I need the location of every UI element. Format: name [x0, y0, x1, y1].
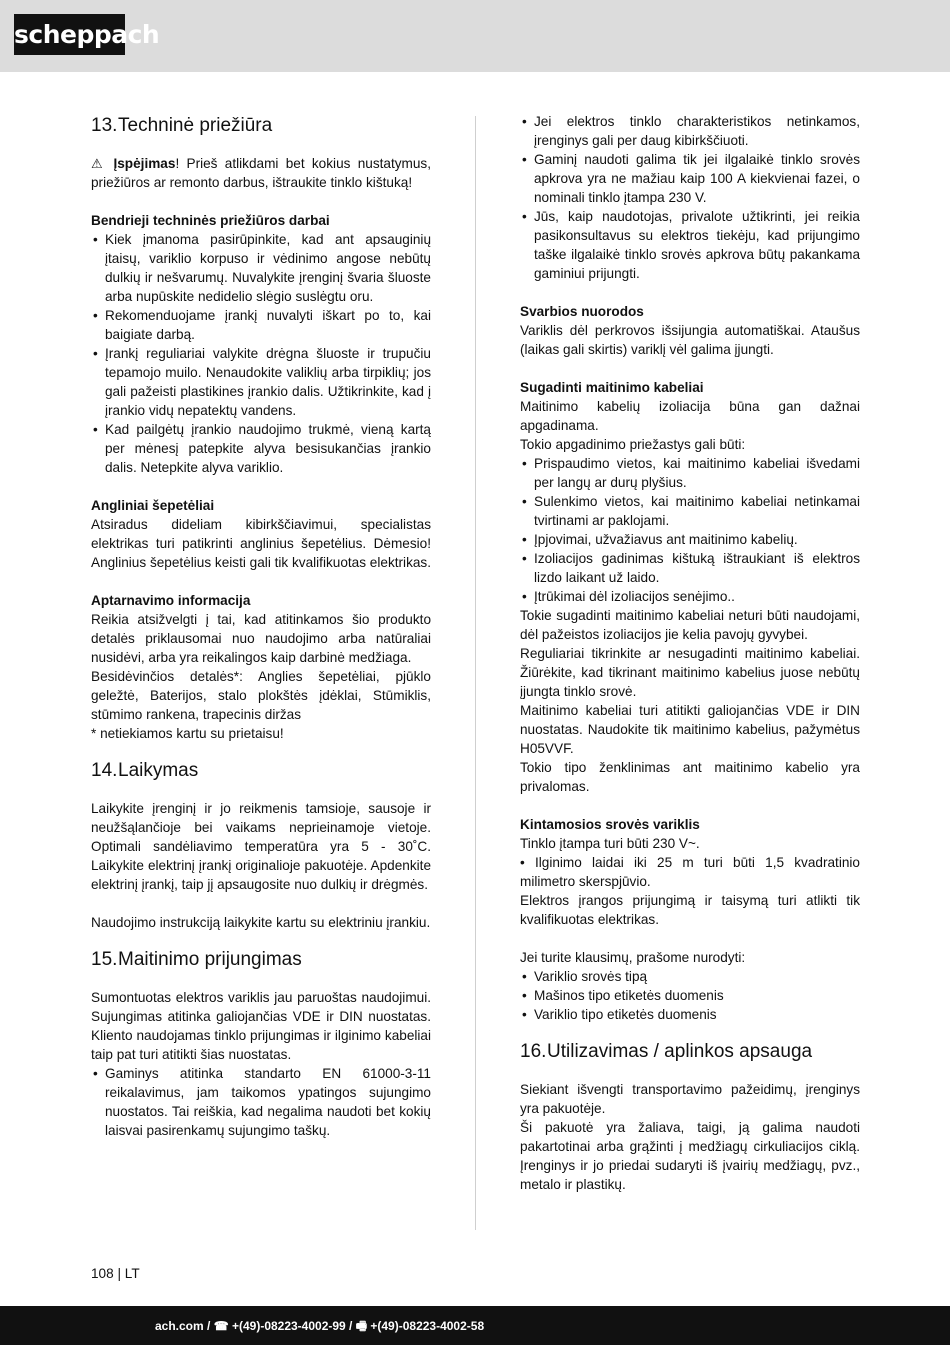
list-item: • Prispaudimo vietos, kai maitinimo kabeliai išvedami per langų ar durų plyšius.	[520, 454, 860, 492]
list-item: • Mašinos tipo etiketės duomenis	[520, 986, 860, 1005]
footer-bar	[0, 1306, 950, 1345]
damaged-cables-check: Reguliariai tikrinkite ar nesugadinti maitinimo kabeliai. Žiūrėkite, kad tikrinant maitinimo kabelius juose nebūtų įjungta tinklo srovė.	[520, 646, 860, 699]
damaged-cables-heading: Sugadinti maitinimo kabeliai	[520, 380, 704, 395]
page-number: 108 | LT	[91, 1266, 140, 1281]
section-13-heading	[91, 112, 431, 140]
section-title: Laikymas	[118, 760, 199, 781]
section-number: 15.	[91, 949, 118, 970]
list-item: • Gaminys atitinka standarto EN 61000-3-11 reikalavimus, jam taikomos ypatingos sujungimo nuostatos. Tai reiškia, kad negalima naudoti bet kokių laisvai pasirenkamų sujungimo taškų.	[91, 1064, 431, 1140]
important-notes-heading: Svarbios nuorodos	[520, 304, 644, 319]
service-info-note: * netiekiamos kartu su prietaisu!	[91, 726, 284, 741]
warning-paragraph	[91, 154, 431, 192]
language-code: LT	[124, 1266, 140, 1281]
section-title: Maitinimo prijungimas	[118, 949, 302, 970]
header-bar	[0, 0, 950, 72]
service-info-heading: Aptarnavimo informacija	[91, 593, 251, 608]
list-item: • Variklio srovės tipą	[520, 967, 860, 986]
power-connection-list	[91, 1064, 431, 1140]
service-info-text: Reikia atsižvelgti į tai, kad atitinkamos šio produkto detalės priklausomai nuo naudojimo arba natūraliai nusidėvi, arba yra reikalingos kaip darbinė medžiaga.	[91, 612, 431, 665]
section-16-heading	[520, 1038, 860, 1066]
damaged-cables-standards: Maitinimo kabeliai turi atitikti galiojančias VDE ir DIN nuostatas. Naudokite tik maitinimo kabelius, pažymėtus H05VVF.	[520, 703, 860, 756]
list-item: • Izoliacijos gadinimas kištuką ištraukiant iš elektros lizdo laikant už laido.	[520, 549, 860, 587]
disposal-text-2: Ši pakuotė yra žaliava, taigi, ją galima naudoti pakartotinai arba grąžinti į medžiagų cirkuliacijos ciklą. Įrenginys ir jo priedai sudaryti iš įvairių medžiagų, pvz., metalo ir plastikų.	[520, 1120, 860, 1192]
carbon-brushes-heading: Angliniai šepetėliai	[91, 498, 215, 513]
section-title: Utilizavimas / aplinkos apsauga	[547, 1041, 813, 1062]
section-title: Techninė priežiūra	[118, 115, 273, 136]
list-item: • Jei elektros tinklo charakteristikos netinkamos, įrenginys gali per daug kibirkščiuoti.	[520, 112, 860, 150]
right-column	[520, 112, 860, 1194]
list-item: • Gaminį naudoti galima tik jei ilgalaikė tinklo srovės apkrova yra ne mažiau kaip 100 A kiekvienai fazei, o nominali tinklo įtampa 230 V.	[520, 150, 860, 207]
damaged-cables-list	[520, 454, 860, 606]
list-item: • Įrankį reguliariai valykite drėgna šluoste ir trupučiu tepamojo muilo. Nenaudokite valiklių arba tirpiklių; jos gali pažeisti plastikines įrankio dalis. Užtikrinkite, kad į įrankio vidų nepatektų vandens.	[91, 344, 431, 420]
list-item: • Rekomenduojame įrankį nuvalyti iškart po to, kai baigiate darbą.	[91, 306, 431, 344]
section-number: 14.	[91, 760, 118, 781]
section-number: 16.	[520, 1041, 547, 1062]
general-maintenance-heading: Bendrieji techninės priežiūros darbai	[91, 213, 330, 228]
storage-text-2: Naudojimo instrukciją laikykite kartu su elektriniu įrankiu.	[91, 915, 431, 930]
list-item: • Kad pailgėtų įrankio naudojimo trukmė, vieną kartą per mėnesį patepkite alyva besisukančias įrankio dalis. Netepkite alyva variklio.	[91, 420, 431, 477]
list-item: • Jūs, kaip naudotojas, privalote užtikrinti, jei reikia pasikonsultavus su elektros tiekėju, kad prijungimo taške ilgalaikė tinklo srovės apkrova būtų pakankama gaminiui prijungti.	[520, 207, 860, 283]
carbon-brushes-text: Atsiradus dideliam kibirkščiavimui, specialistas elektrikas turi patikrinti anglinius šepetėlius. Dėmesio! Anglinius šepetėlius keisti gali tik kvalifikuotas elektrikas.	[91, 517, 431, 570]
important-notes-text: Variklis dėl perkrovos išsijungia automatiškai. Ataušus (laikas gali skirtis) variklį vėl galima įjungti.	[520, 323, 860, 357]
column-divider	[475, 116, 476, 1230]
general-maintenance-list	[91, 230, 431, 477]
damaged-cables-marking: Tokio tipo ženklinimas ant maitinimo kabelio yra privalomas.	[520, 760, 860, 794]
questions-list	[520, 967, 860, 1024]
left-column	[91, 112, 431, 1140]
list-item: • Variklio tipo etiketės duomenis	[520, 1005, 860, 1024]
storage-text: Laikykite įrenginį ir jo reikmenis tamsioje, sausoje ir neužšąlančioje bei vaikams neprieinamoje vietoje. Optimali sandėliavimo temperatūra yra 5 - 30˚C. Laikykite elektrinį įrankį originalioje pakuotėje. Apdenkite elektrinį įrankį, taip jį apsaugosite nuo dulkių ir drėgmės.	[91, 801, 431, 892]
ac-motor-extension: • Ilginimo laidai iki 25 m turi būti 1,5 kvadratinio milimetro skerspjūvio.	[520, 855, 860, 889]
service-info-wear-parts: Besidėvinčios detalės*: Anglies šepetėliai, pjūklo geležtė, Baterijos, stalo plokštės įdėklai, Stūmiklis, stūmimo rankena, trapecinis diržas	[91, 669, 431, 722]
list-item: • Įpjovimai, užvažiavus ant maitinimo kabelių.	[520, 530, 860, 549]
section-number: 13.	[91, 115, 118, 136]
ac-motor-heading: Kintamosios srovės variklis	[520, 817, 700, 832]
contact-info: ach.com / ☎ +(49)-08223-4002-99 / 🖷 +(49)-08223-4002-58	[155, 1319, 485, 1333]
ac-motor-voltage: Tinklo įtampa turi būti 230 V~.	[520, 836, 700, 851]
damaged-cables-text: Maitinimo kabelių izoliacija būna gan dažnai apgadinama.	[520, 399, 860, 433]
ac-motor-electrician: Elektros įrangos prijungimą ir taisymą turi atlikti tik kvalifikuotas elektrikas.	[520, 893, 860, 927]
damaged-cables-warning: Tokie sugadinti maitinimo kabeliai neturi būti naudojami, dėl pažeistos izoliacijos jie kelia pavojų gyvybei.	[520, 608, 860, 642]
page-number-value: 108	[91, 1266, 114, 1281]
warning-label: Įspėjimas	[113, 156, 176, 171]
power-requirements-list	[520, 112, 860, 283]
list-item: • Sulenkimo vietos, kai maitinimo kabeliai netinkamai tvirtinami ar paklojami.	[520, 492, 860, 530]
section-14-heading	[91, 757, 431, 785]
disposal-text: Siekiant išvengti transportavimo pažeidimų, įrenginys yra pakuotėje.	[520, 1082, 860, 1116]
warning-icon: ⚠	[91, 156, 107, 171]
section-15-heading	[91, 946, 431, 974]
damaged-cables-causes: Tokio apgadinimo priežastys gali būti:	[520, 437, 746, 452]
warning-text: ! Prieš atlikdami bet kokius nustatymus, priežiūros ar remonto darbus, ištraukite tinklo kištuką!	[91, 156, 431, 190]
list-item: • Kiek įmanoma pasirūpinkite, kad ant apsauginių įtaisų, variklio korpuso ir vėdinimo angose nebūtų dulkių ir nešvarumų. Nuvalykite įrenginį švaria šluoste arba nupūskite nedidelio slėgio suslėgtu oru.	[91, 230, 431, 306]
power-connection-text: Sumontuotas elektros variklis jau paruoštas naudojimui. Sujungimas atitinka galiojančias VDE ir DIN nuostatas. Kliento naudojamas tinklo prijungimas ir ilginimo kabeliai taip pat turi atitikti šias nuostatas.	[91, 990, 431, 1062]
questions-text: Jei turite klausimų, prašome nurodyti:	[520, 950, 746, 965]
brand-logo: scheppach	[14, 14, 125, 55]
list-item: • Įtrūkimai dėl izoliacijos senėjimo..	[520, 587, 860, 606]
